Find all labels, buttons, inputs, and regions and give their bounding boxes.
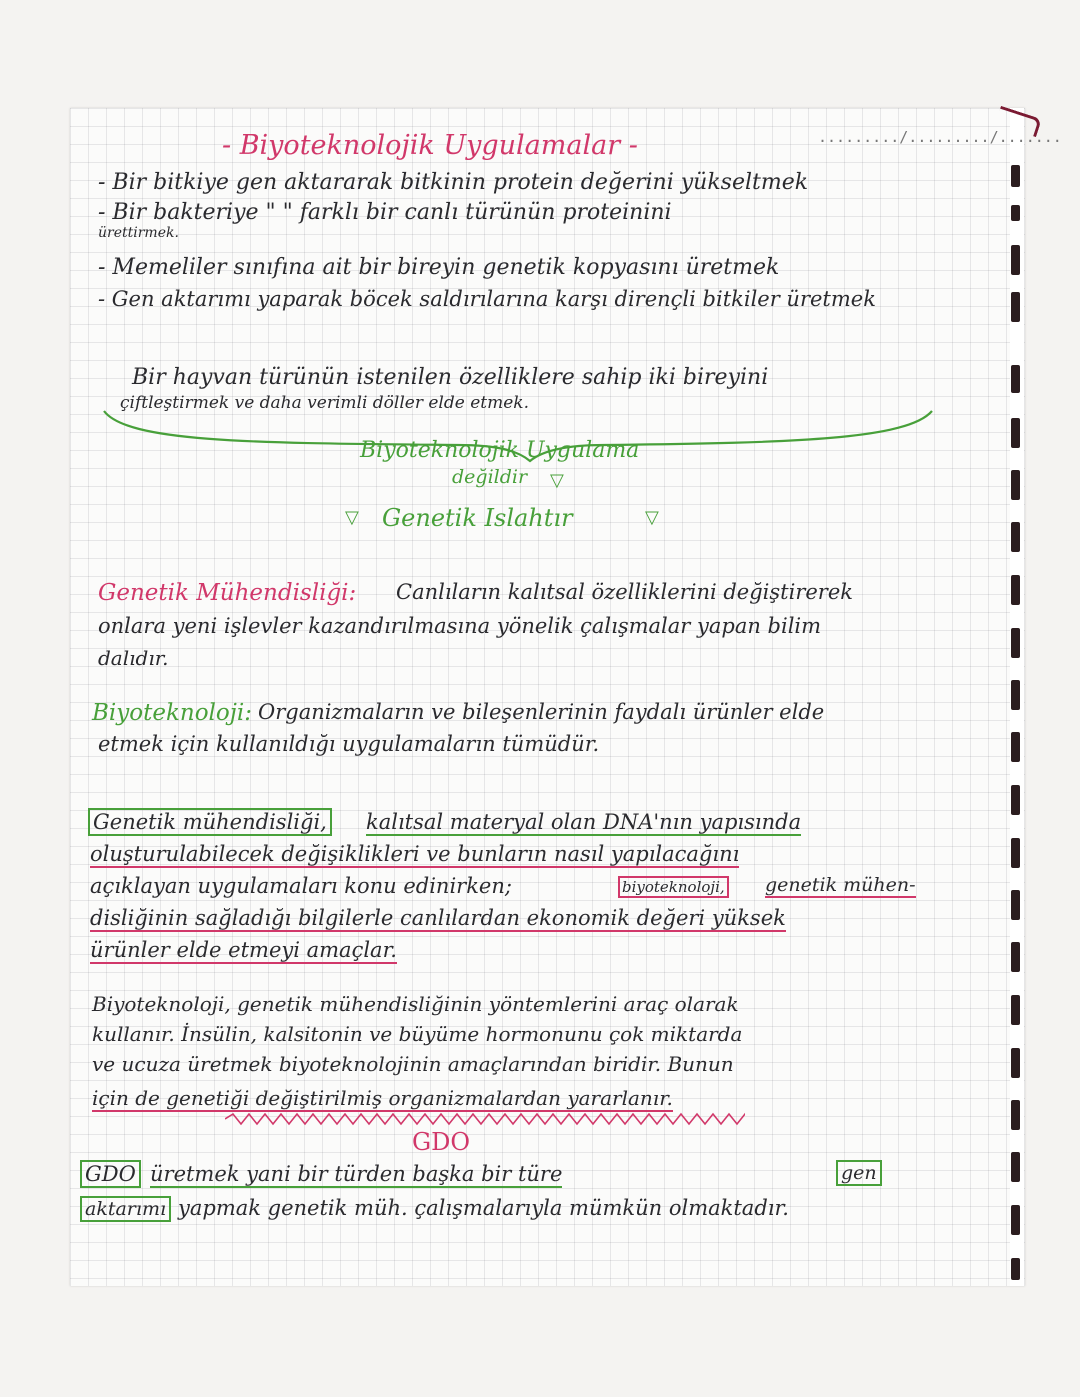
- compare-text: genetik mühen-: [765, 874, 916, 896]
- binding-ring: [1011, 942, 1020, 972]
- term-biotechnology: Biyoteknoloji:: [92, 700, 252, 726]
- hormone-text: için de genetiği değiştirilmiş organizmalardan yararlanır.: [92, 1086, 673, 1110]
- binding-ring: [1011, 995, 1020, 1025]
- compare-text: disliğinin sağladığı bilgilerle canlılardan ekonomik değeri yüksek: [90, 906, 786, 930]
- gdo-text: üretmek yani bir türden başka bir türe: [150, 1162, 563, 1186]
- binding-ring: [1011, 628, 1020, 658]
- binding-ring: [1011, 1100, 1020, 1130]
- term-gdo-boxed: GDO: [80, 1160, 141, 1188]
- term-genetic-engineering: Genetik Mühendisliği:: [98, 580, 357, 606]
- compare-text: ürünler elde etmeyi amaçlar.: [90, 938, 397, 962]
- definition-text: dalıdır.: [98, 646, 169, 670]
- binding-ring: [1011, 680, 1020, 710]
- binding-ring: [1011, 470, 1020, 500]
- binding-ring: [1011, 1205, 1020, 1235]
- hormone-text: ve ucuza üretmek biyoteknolojinin amaçlarından biridir. Bunun: [92, 1052, 734, 1076]
- pink-zigzag-underline: [225, 1112, 745, 1126]
- gdo-label: GDO: [412, 1128, 471, 1156]
- definition-text: etmek için kullanıldığı uygulamaların tümüdür.: [98, 732, 600, 756]
- example-item: - Bir bitkiye gen aktararak bitkinin protein değerini yükseltmek: [98, 170, 809, 195]
- definition-text: Canlıların kalıtsal özelliklerini değiştirerek: [396, 580, 853, 604]
- gdo-text: yapmak genetik müh. çalışmalarıyla mümkün olmaktadır.: [178, 1196, 789, 1220]
- term-genetic-engineering-boxed: Genetik mühendisliği,: [88, 808, 332, 836]
- breeding-line: çiftleştirmek ve daha verimli döller elde etmek.: [120, 393, 529, 413]
- example-item: - Bir bakteriye " " farklı bir canlı türünün proteinini: [98, 200, 672, 225]
- binding-ring: [1011, 365, 1020, 393]
- compare-text: oluşturulabilecek değişiklikleri ve bunların nasıl yapılacağını: [90, 842, 740, 866]
- binding-ring: [1011, 1258, 1020, 1280]
- hormone-text: kullanır. İnsülin, kalsitonin ve büyüme hormonunu çok miktarda: [92, 1022, 743, 1046]
- binding-ring: [1011, 575, 1020, 605]
- example-item: - Gen aktarımı yaparak böcek saldırılarına karşı dirençli bitkiler üretmek: [98, 287, 876, 311]
- breeding-label-not: değildir: [452, 466, 528, 488]
- binding-ring: [1011, 1152, 1020, 1182]
- term-gen-boxed: gen: [836, 1160, 882, 1186]
- breeding-result: Genetik Islahtır: [382, 504, 573, 532]
- example-item-cont: ürettirmek.: [98, 225, 179, 241]
- binding-ring: [1011, 785, 1020, 815]
- binding-ring: [1011, 165, 1020, 187]
- date-placeholder: ........./........./.......: [818, 128, 1062, 146]
- binding-ring: [1011, 522, 1020, 552]
- breeding-line: Bir hayvan türünün istenilen özelliklere sahip iki bireyini: [132, 365, 769, 390]
- page-title: - Biyoteknolojik Uygulamalar -: [222, 130, 638, 161]
- example-item: - Memeliler sınıfına ait bir bireyin genetik kopyasını üretmek: [98, 255, 780, 280]
- binding-ring: [1011, 205, 1020, 221]
- binding-ring: [1011, 838, 1020, 868]
- down-arrow-icon: ▽: [550, 470, 564, 491]
- compare-text: açıklayan uygulamaları konu edinirken;: [90, 874, 512, 898]
- triangle-marker-icon: ▽: [645, 507, 659, 528]
- definition-text: Organizmaların ve bileşenlerinin faydalı ürünler elde: [258, 700, 825, 724]
- binding-ring: [1011, 245, 1020, 275]
- term-aktarimi-boxed: aktarımı: [80, 1196, 171, 1222]
- binding-ring: [1011, 292, 1020, 322]
- triangle-marker-icon: ▽: [345, 507, 359, 528]
- binding-ring: [1011, 1048, 1020, 1078]
- binding-ring: [1011, 418, 1020, 448]
- hormone-text: Biyoteknoloji, genetik mühendisliğinin yöntemlerini araç olarak: [92, 992, 739, 1016]
- definition-text: onlara yeni işlevler kazandırılmasına yönelik çalışmalar yapan bilim: [98, 614, 822, 638]
- compare-text: kalıtsal materyal olan DNA'nın yapısında: [366, 810, 802, 834]
- binding-ring: [1011, 890, 1020, 920]
- breeding-label: Biyoteknolojik Uygulama: [360, 438, 640, 463]
- term-biotechnology-boxed: biyoteknoloji,: [618, 876, 729, 898]
- binding-ring: [1011, 732, 1020, 762]
